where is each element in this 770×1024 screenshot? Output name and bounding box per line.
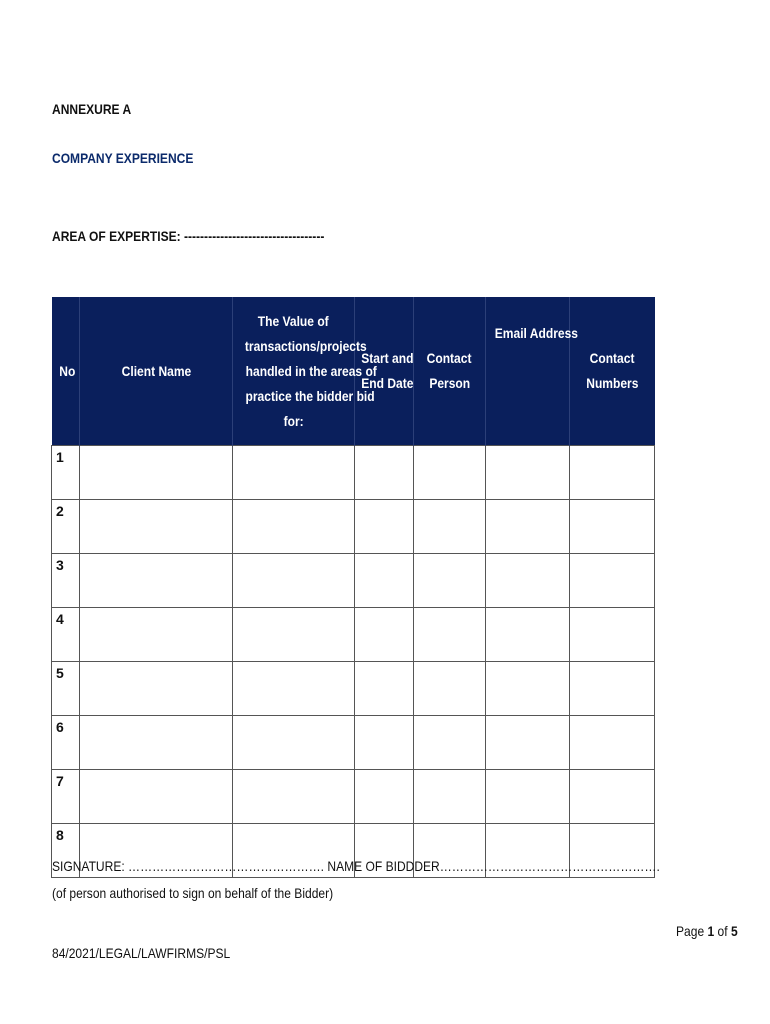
signature-note: (of person authorised to sign on behalf of the Bidder)	[52, 885, 334, 901]
contact-numbers-cell[interactable]	[570, 608, 655, 662]
value-cell[interactable]	[233, 554, 355, 608]
value-cell[interactable]	[233, 716, 355, 770]
table-row	[52, 770, 655, 824]
table-header-row	[52, 297, 655, 446]
date-cell[interactable]	[355, 662, 414, 716]
client-name-cell[interactable]	[80, 608, 233, 662]
header-start-end-date: Start and End Date	[355, 297, 414, 446]
date-cell[interactable]	[355, 554, 414, 608]
contact-numbers-cell[interactable]	[570, 770, 655, 824]
header-value: The Value of transactions/projects handled in the areas of practice the bidder bid for:	[233, 297, 355, 446]
document-reference: 84/2021/LEGAL/LAWFIRMS/PSL	[52, 945, 231, 961]
annexure-label: ANNEXURE A	[52, 101, 132, 117]
contact-person-cell[interactable]	[414, 554, 486, 608]
email-cell[interactable]	[486, 770, 570, 824]
row-number: 8	[52, 824, 80, 878]
value-cell[interactable]	[233, 770, 355, 824]
table-row	[52, 554, 655, 608]
table-row	[52, 662, 655, 716]
row-number: 2	[52, 500, 80, 554]
contact-person-cell[interactable]	[414, 500, 486, 554]
row-number: 7	[52, 770, 80, 824]
header-client-name: Client Name	[80, 297, 233, 446]
value-cell[interactable]	[233, 662, 355, 716]
page-number	[666, 923, 738, 939]
client-name-cell[interactable]	[80, 554, 233, 608]
row-number: 3	[52, 554, 80, 608]
area-of-expertise-label: AREA OF EXPERTISE: -----------------------------------	[52, 228, 325, 244]
value-cell[interactable]	[233, 500, 355, 554]
row-number: 1	[52, 446, 80, 500]
header-contact-numbers: Contact Numbers	[570, 297, 655, 446]
section-title: COMPANY EXPERIENCE	[52, 150, 194, 166]
date-cell[interactable]	[355, 500, 414, 554]
page-middle: of	[714, 923, 732, 939]
client-name-cell[interactable]	[80, 770, 233, 824]
contact-numbers-cell[interactable]	[570, 662, 655, 716]
contact-numbers-cell[interactable]	[570, 554, 655, 608]
date-cell[interactable]	[355, 446, 414, 500]
page-current: 1	[707, 923, 715, 939]
value-cell[interactable]	[233, 608, 355, 662]
contact-numbers-cell[interactable]	[570, 716, 655, 770]
date-cell[interactable]	[355, 770, 414, 824]
value-cell[interactable]	[233, 446, 355, 500]
header-contact-person: Contact Person	[414, 297, 486, 446]
contact-person-cell[interactable]	[414, 770, 486, 824]
email-cell[interactable]	[486, 500, 570, 554]
table-row	[52, 446, 655, 500]
table-row	[52, 500, 655, 554]
row-number: 4	[52, 608, 80, 662]
row-number: 5	[52, 662, 80, 716]
email-cell[interactable]	[486, 716, 570, 770]
page-prefix: Page	[676, 923, 708, 939]
client-name-cell[interactable]	[80, 662, 233, 716]
email-cell[interactable]	[486, 446, 570, 500]
table-row	[52, 608, 655, 662]
contact-person-cell[interactable]	[414, 446, 486, 500]
row-number: 6	[52, 716, 80, 770]
header-no: No	[52, 297, 80, 446]
signature-line: SIGNATURE: …………………………………………. NAME OF BIDDDER……………………………………………….	[52, 858, 660, 874]
email-cell[interactable]	[486, 662, 570, 716]
table-row	[52, 716, 655, 770]
client-name-cell[interactable]	[80, 500, 233, 554]
email-cell[interactable]	[486, 608, 570, 662]
client-name-cell[interactable]	[80, 716, 233, 770]
contact-person-cell[interactable]	[414, 662, 486, 716]
contact-numbers-cell[interactable]	[570, 446, 655, 500]
contact-person-cell[interactable]	[414, 716, 486, 770]
date-cell[interactable]	[355, 716, 414, 770]
page-total: 5	[731, 923, 738, 939]
email-cell[interactable]	[486, 554, 570, 608]
header-email-address: Email Address	[486, 297, 570, 446]
date-cell[interactable]	[355, 608, 414, 662]
contact-person-cell[interactable]	[414, 608, 486, 662]
contact-numbers-cell[interactable]	[570, 500, 655, 554]
experience-table	[51, 297, 655, 878]
client-name-cell[interactable]	[80, 446, 233, 500]
